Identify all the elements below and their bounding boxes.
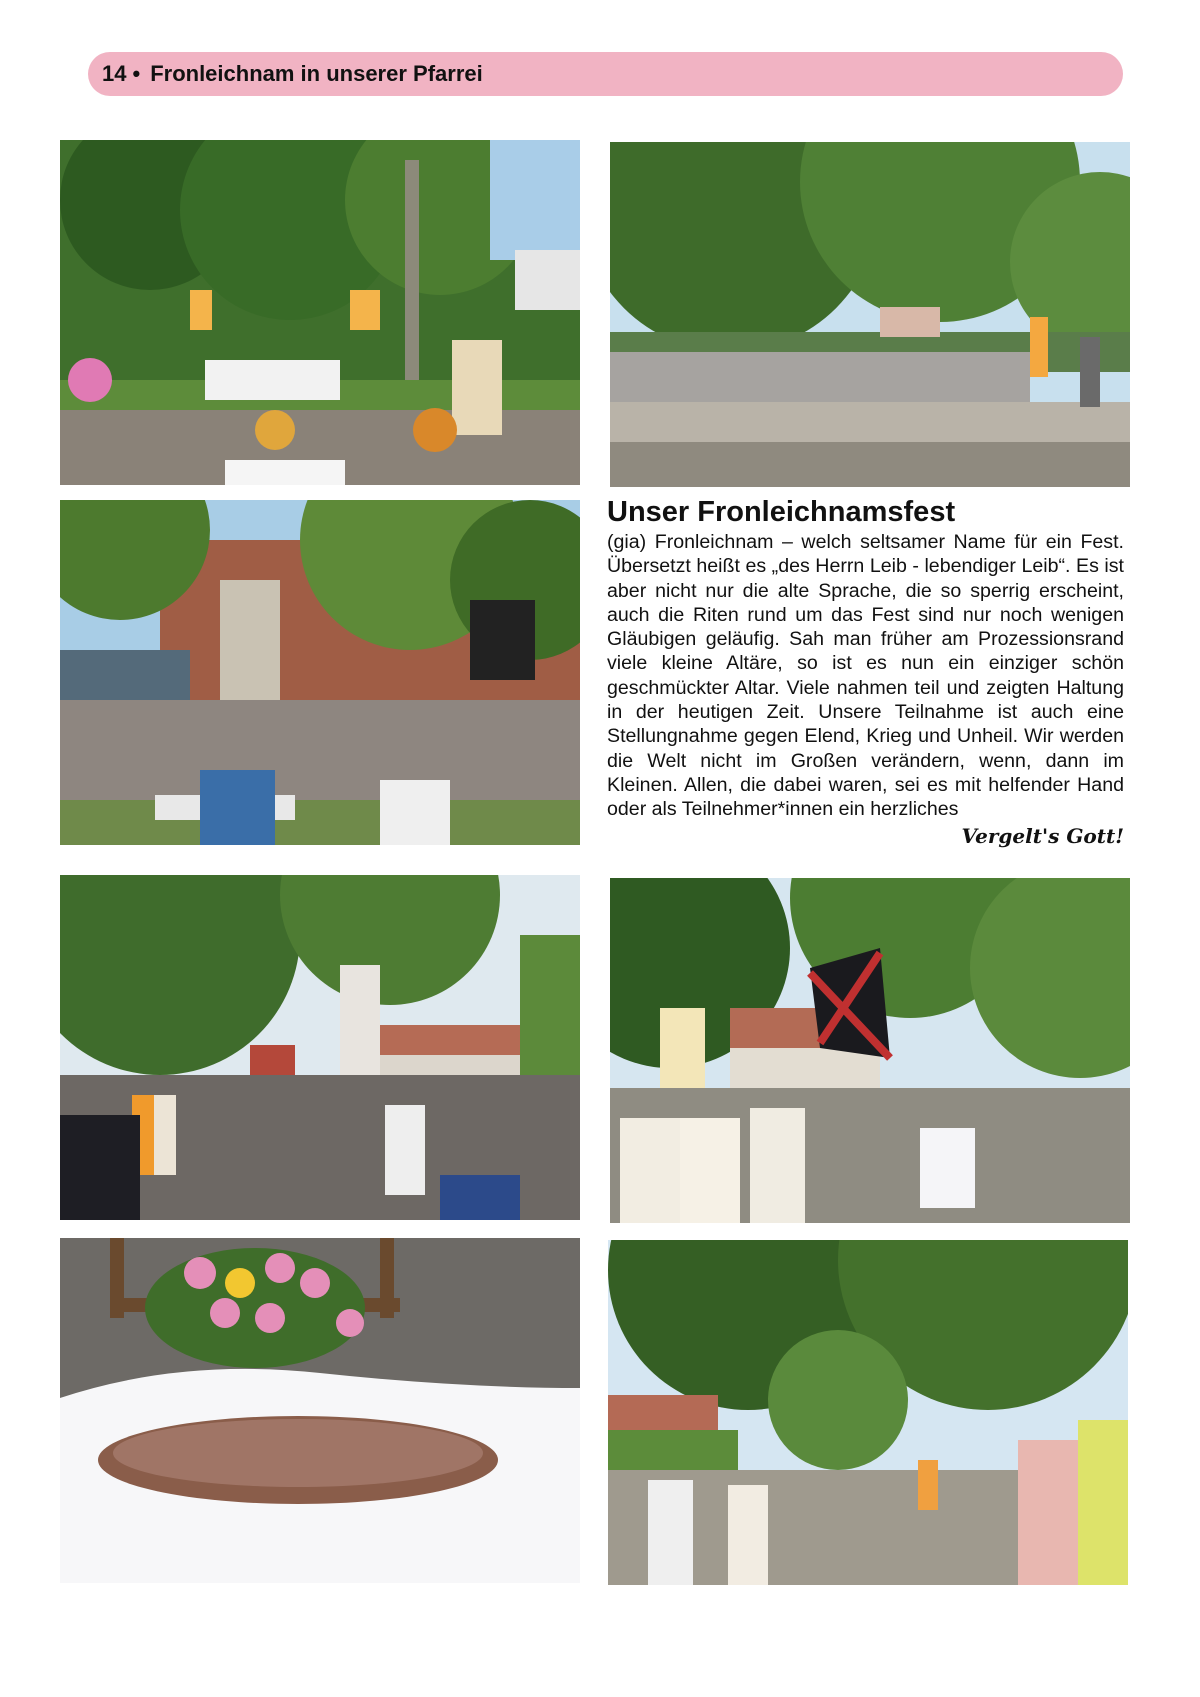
page-number: 14 (102, 61, 127, 86)
photo-procession-clergy (610, 878, 1130, 1223)
photo-congregation-building (60, 500, 580, 845)
photo-altar-garden (60, 140, 580, 485)
photo-procession-banners (60, 875, 580, 1220)
section-title: Fronleichnam in unserer Pfarrei (150, 61, 483, 86)
header-separator: • (132, 61, 141, 86)
photo-procession-street (608, 1240, 1128, 1585)
article-title: Unser Fronleichnamsfest (607, 496, 956, 528)
article (607, 494, 1124, 848)
article-body: (gia) Fronleichnam – welch seltsamer Name für ein Fest. Übersetzt heißt es „des Herrn Leib - lebendiger Leib“. Es ist aber nicht nur die alte Sprache, die so sperrig erscheint, auch die Riten rund um das Fest sind nur noch wenigen Gläubigen geläufig. Sah man früher am Prozessionsrand viele kleine Altäre, so ist es nun ein einziger schön geschmückter Altar. Viele nahmen teil und zeigten Haltung in der heutigen Zeit. Unsere Teilnahme ist auch eine Stellungnahme gegen Elend, Krieg und Unheil. Wir werden die Welt nicht im Großen verändern, wenn, dann im Kleinen. Allen, die dabei waren, sei es mit helfender Hand oder als Teilnehmer*innen ein herzliches (607, 531, 1124, 821)
article-signature: Vergelt's Gott! (961, 823, 1124, 848)
photo-congregation-shade (610, 142, 1130, 487)
page-header (88, 52, 1123, 96)
photo-bread-flowers (60, 1238, 580, 1583)
